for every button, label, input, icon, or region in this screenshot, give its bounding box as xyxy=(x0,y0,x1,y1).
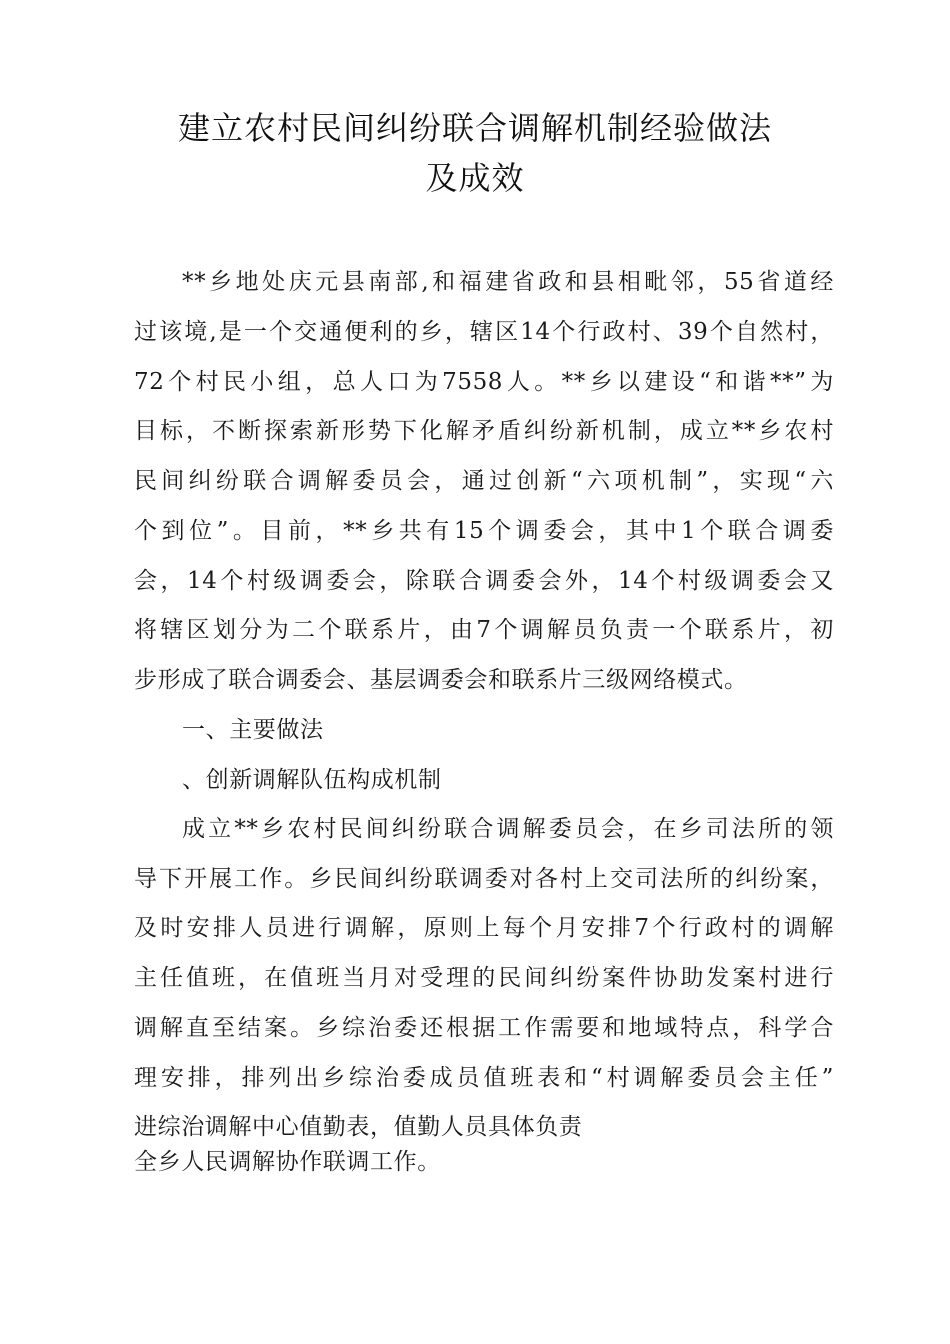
intro-paragraph-line: **乡地处庆元县南部,和福建省政和县相毗邻，55省道经 xyxy=(182,269,834,295)
intro-paragraph-line: 步形成了联合调委会、基层调委会和联系片三级网络模式。 xyxy=(134,667,748,693)
document-title-line-2: 及成效 xyxy=(425,159,525,197)
section-paragraph-line: 全乡人民调解协作联调工作。 xyxy=(134,1149,441,1175)
section-paragraph-line: 主任值班，在值班当月对受理的民间纠纷案件协助发案村进行 xyxy=(134,965,834,991)
section-paragraph-line: 理安排，排列出乡综治委成员值班表和“村调解委员会主任” xyxy=(134,1065,834,1091)
subsection-heading: 、创新调解队伍构成机制 xyxy=(182,767,442,793)
intro-paragraph-line: 个到位”。目前，**乡共有15个调委会，其中1个联合调委 xyxy=(134,518,834,544)
intro-paragraph-line: 过该境,是一个交通便利的乡，辖区14个行政村、39个自然村， xyxy=(134,319,834,345)
intro-paragraph-line: 民间纠纷联合调解委员会，通过创新“六项机制”，实现“六 xyxy=(134,468,834,494)
section-heading: 一、主要做法 xyxy=(182,717,324,743)
document-title-line-1: 建立农村民间纠纷联合调解机制经验做法 xyxy=(177,109,772,147)
section-paragraph-line: 成立**乡农村民间纠纷联合调解委员会，在乡司法所的领 xyxy=(182,816,834,842)
intro-paragraph-line: 会，14个村级调委会，除联合调委会外，14个村级调委会又 xyxy=(134,568,834,594)
section-paragraph-line: 调解直至结案。乡综治委还根据工作需要和地域特点，科学合 xyxy=(134,1015,834,1041)
section-paragraph-line: 导下开展工作。乡民间纠纷联调委对各村上交司法所的纠纷案， xyxy=(134,866,834,892)
intro-paragraph-line: 72个村民小组，总人口为7558人。**乡以建设“和谐**”为 xyxy=(134,369,834,395)
intro-paragraph-line: 将辖区划分为二个联系片，由7个调解员负责一个联系片，初 xyxy=(134,617,834,643)
section-paragraph-line: 进综治调解中心值勤表，值勤人员具体负责 xyxy=(134,1114,583,1140)
intro-paragraph-line: 目标，不断探索新形势下化解矛盾纠纷新机制，成立**乡农村 xyxy=(134,418,834,444)
section-paragraph-line: 及时安排人员进行调解，原则上每个月安排7个行政村的调解 xyxy=(134,915,834,941)
